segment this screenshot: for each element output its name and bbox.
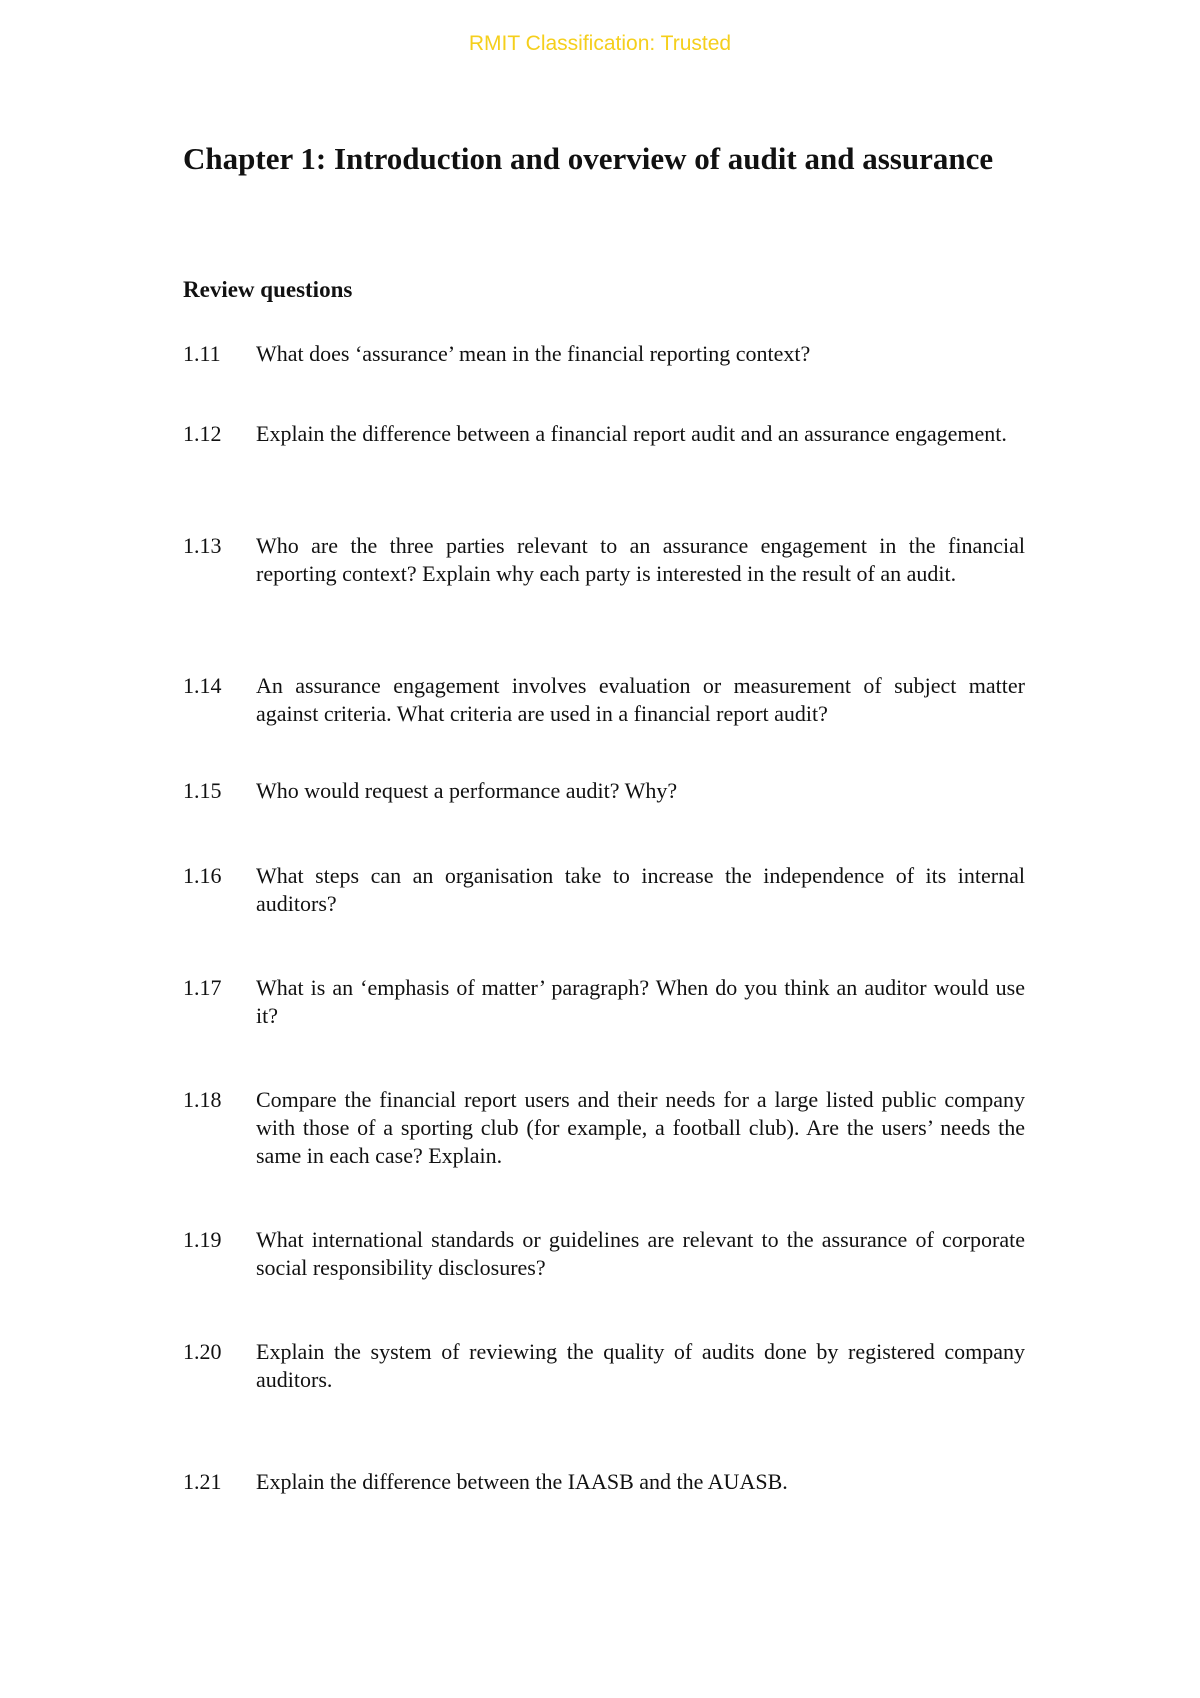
question-text: An assurance engagement involves evaluation or measurement of subject matter against criteria. What criteria are used in a financial report audit? (256, 673, 1025, 726)
question-item (183, 1226, 1025, 1282)
question-item (183, 1086, 1025, 1170)
question-text: Who would request a performance audit? Why? (256, 778, 678, 803)
question-text: Explain the system of reviewing the quality of audits done by registered company auditors. (256, 1339, 1025, 1392)
question-number: 1.20 (183, 1339, 222, 1364)
question-item (183, 1468, 1025, 1496)
question-item (183, 974, 1025, 1030)
question-number: 1.12 (183, 421, 222, 446)
question-item (183, 340, 1025, 368)
question-text: Who are the three parties relevant to an assurance engagement in the financial reporting context? Explain why each party is interested in the result of an audit. (256, 533, 1025, 586)
question-text: Explain the difference between a financial report audit and an assurance engagement. (256, 421, 1007, 446)
question-item (183, 672, 1025, 728)
question-text: Explain the difference between the IAASB and the AUASB. (256, 1469, 788, 1494)
question-text: What international standards or guidelines are relevant to the assurance of corporate social responsibility disclosures? (256, 1227, 1025, 1280)
section-heading: Review questions (183, 277, 353, 302)
question-number: 1.17 (183, 975, 222, 1000)
classification-label: RMIT Classification: Trusted (468, 32, 732, 55)
question-number: 1.11 (183, 341, 221, 366)
question-number: 1.14 (183, 673, 222, 698)
question-number: 1.21 (183, 1469, 222, 1494)
chapter-title: Chapter 1: Introduction and overview of audit and assurance (183, 141, 994, 176)
question-item (183, 532, 1025, 588)
question-number: 1.15 (183, 778, 222, 803)
question-number: 1.19 (183, 1227, 222, 1252)
question-item (183, 777, 1025, 805)
document-content (183, 140, 1025, 1494)
question-number: 1.16 (183, 863, 222, 888)
question-text: What is an ‘emphasis of matter’ paragraph? When do you think an auditor would use it? (256, 975, 1025, 1028)
question-number: 1.18 (183, 1087, 222, 1112)
question-text: What does ‘assurance’ mean in the financial reporting context? (256, 341, 811, 366)
question-number: 1.13 (183, 533, 222, 558)
question-item (183, 862, 1025, 918)
question-item (183, 1338, 1025, 1394)
question-item (183, 420, 1025, 448)
question-text: What steps can an organisation take to increase the independence of its internal auditors? (256, 863, 1025, 916)
question-text: Compare the financial report users and their needs for a large listed public company with those of a sporting club (for example, a football club). Are the users’ needs the same in each case? Explain. (256, 1087, 1025, 1168)
